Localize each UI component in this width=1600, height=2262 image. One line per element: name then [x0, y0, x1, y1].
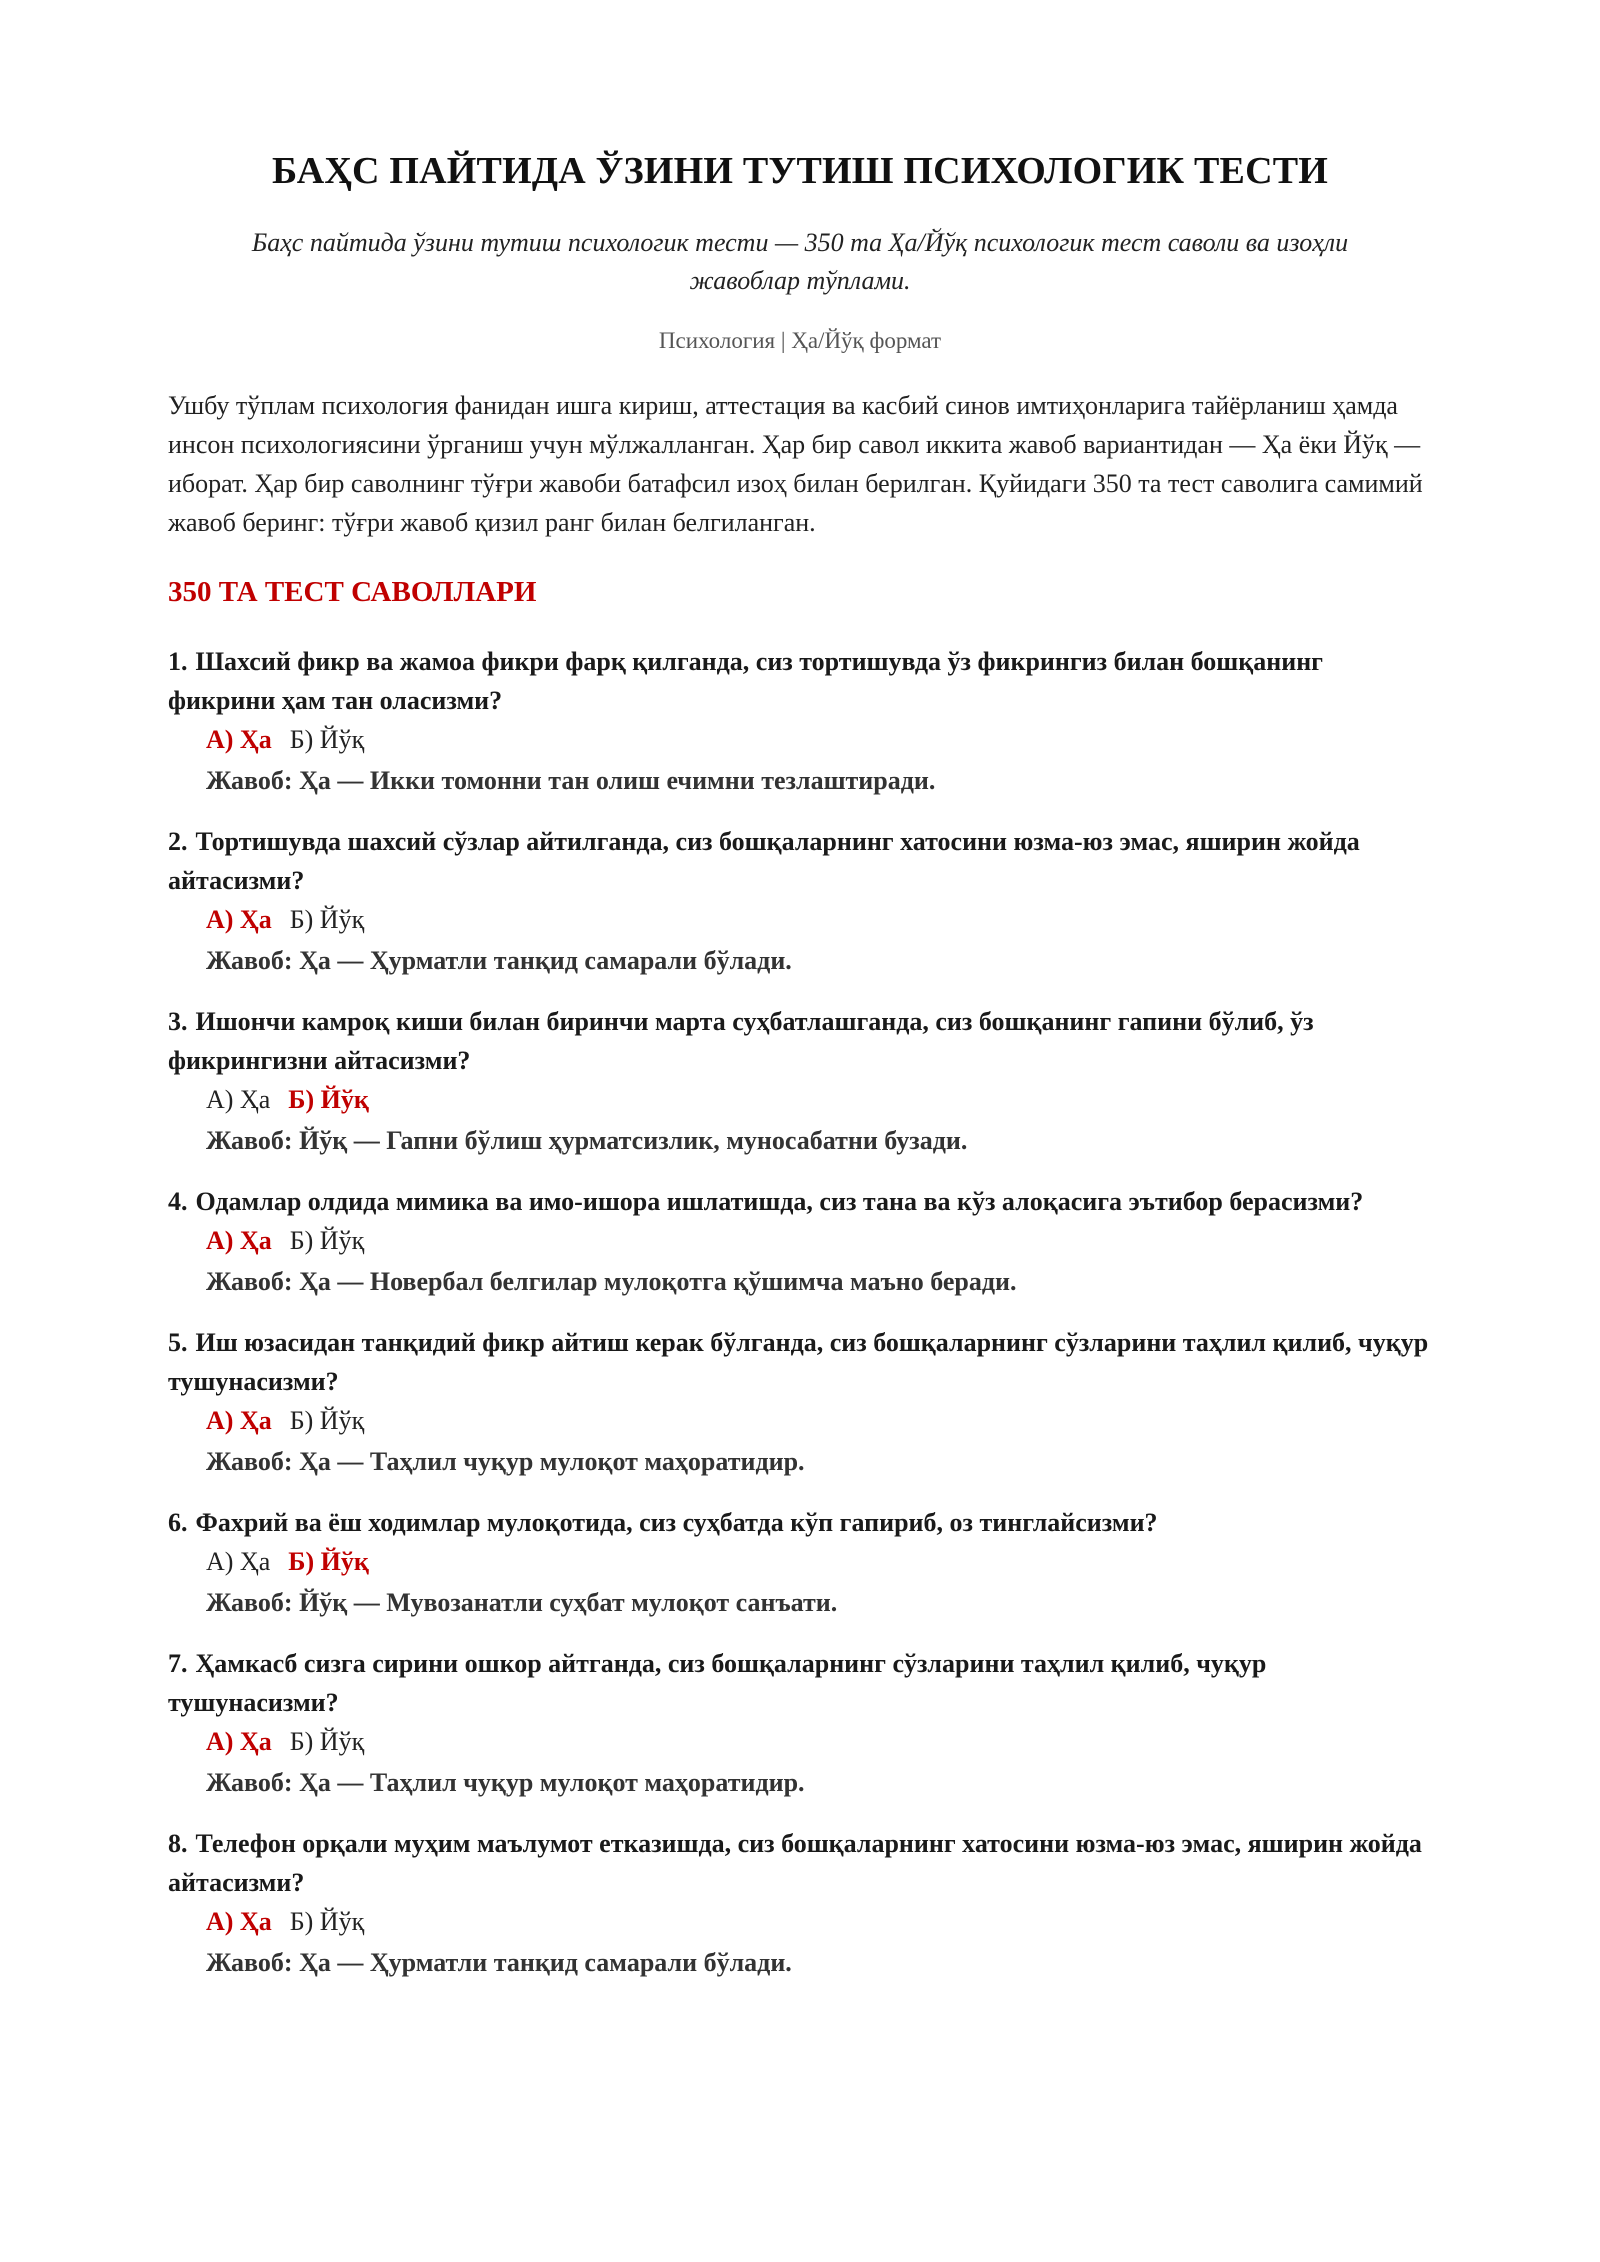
option-b: Б) Йўқ: [289, 1727, 365, 1756]
question-text: [168, 1182, 1432, 1221]
answer-explanation: Жавоб: Ҳа — Таҳлил чуқур мулоқот маҳоратидир.: [206, 1768, 805, 1797]
question-body: Телефон орқали муҳим маълумот етказишда, сиз бошқаларнинг хатосини юзма-юз эмас, яширин жойда айтасизми?: [168, 1829, 1422, 1897]
answer-options: [206, 900, 1432, 940]
answer-options: [206, 1542, 1432, 1582]
option-a: А) Ҳа: [206, 1727, 272, 1756]
question-item: [168, 1323, 1432, 1482]
answer-options: [206, 1221, 1432, 1261]
question-body: Иш юзасидан танқидий фикр айтиш керак бўлганда, сиз бошқаларнинг сўзларини таҳлил қилиб, чуқур тушунасизми?: [168, 1328, 1429, 1396]
option-b: Б) Йўқ: [289, 1406, 365, 1435]
question-number: 8.: [168, 1829, 188, 1858]
question-body: Одамлар олдида мимика ва имо-ишора ишлатишда, сиз тана ва кўз алоқасига эътибор берасизми?: [195, 1187, 1364, 1216]
option-a: А) Ҳа: [206, 725, 272, 754]
option-a: А) Ҳа: [206, 1085, 271, 1114]
question-item: [168, 1182, 1432, 1302]
question-text: [168, 1824, 1432, 1902]
question-body: Ишончи камроқ киши билан биринчи марта суҳбатлашганда, сиз бошқанинг гапини бўлиб, ўз фикрингизни айтасизми?: [168, 1007, 1314, 1075]
document-subtitle: Баҳс пайтида ўзини тутиш психологик тести — 350 та Ҳа/Йўқ психологик тест саволи ва изоҳли жавоблар тўплами.: [251, 228, 1349, 295]
question-item: [168, 1002, 1432, 1161]
option-b: Б) Йўқ: [289, 1907, 365, 1936]
question-number: 4.: [168, 1187, 188, 1216]
question-list: [168, 642, 1432, 1983]
question-text: [168, 1503, 1432, 1542]
answer-options: [206, 1902, 1432, 1942]
question-number: 2.: [168, 827, 188, 856]
option-b: Б) Йўқ: [289, 725, 365, 754]
answer-explanation: Жавоб: Ҳа — Ҳурматли танқид самарали бўлади.: [206, 1948, 792, 1977]
document-meta: Психология | Ҳа/Йўқ формат: [658, 328, 942, 353]
question-body: Тортишувда шахсий сўзлар айтилганда, сиз бошқаларнинг хатосини юзма-юз эмас, яширин жойда айтасизми?: [168, 827, 1360, 895]
question-text: [168, 1323, 1432, 1401]
answer-options: [206, 1080, 1432, 1120]
question-number: 1.: [168, 647, 188, 676]
intro-paragraph: Ушбу тўплам психология фанидан ишга кириш, аттестация ва касбий синов имтиҳонларига тайёрланиш ҳамда инсон психологиясини ўрганиш учун мўлжалланган. Ҳар бир савол иккита жавоб вариантидан — Ҳа ёки Йўқ — иборат. Ҳар бир саволнинг тўғри жавоби батафсил изоҳ билан берилган. Қуйидаги 350 та тест саволига самимий жавоб беринг: тўғри жавоб қизил ранг билан белгиланган.: [168, 391, 1423, 537]
option-a: А) Ҳа: [206, 1907, 272, 1936]
question-number: 3.: [168, 1007, 188, 1036]
answer-explanation: Жавоб: Йўқ — Мувозанатли суҳбат мулоқот санъати.: [206, 1588, 838, 1617]
question-text: [168, 1644, 1432, 1722]
option-b: Б) Йўқ: [288, 1547, 369, 1576]
question-item: [168, 1503, 1432, 1623]
answer-explanation: Жавоб: Ҳа — Таҳлил чуқур мулоқот маҳоратидир.: [206, 1447, 805, 1476]
answer-explanation: Жавоб: Ҳа — Икки томонни тан олиш ечимни тезлаштиради.: [206, 766, 936, 795]
answer-explanation: Жавоб: Ҳа — Ҳурматли танқид самарали бўлади.: [206, 946, 792, 975]
document-title: БАҲС ПАЙТИДА ЎЗИНИ ТУТИШ ПСИХОЛОГИК ТЕСТИ: [271, 150, 1329, 192]
answer-options: [206, 1722, 1432, 1762]
question-text: [168, 642, 1432, 720]
answer-explanation: Жавоб: Йўқ — Гапни бўлиш ҳурматсизлик, муносабатни бузади.: [206, 1126, 968, 1155]
answer-explanation: Жавоб: Ҳа — Новербал белгилар мулоқотга қўшимча маъно беради.: [206, 1267, 1017, 1296]
option-a: А) Ҳа: [206, 905, 272, 934]
question-body: Ҳамкасб сизга сирини ошкор айтганда, сиз бошқаларнинг сўзларини таҳлил қилиб, чуқур тушунасизми?: [168, 1649, 1267, 1717]
question-number: 6.: [168, 1508, 188, 1537]
question-item: [168, 642, 1432, 801]
option-b: Б) Йўқ: [288, 1085, 369, 1114]
option-b: Б) Йўқ: [289, 905, 365, 934]
option-a: А) Ҳа: [206, 1226, 272, 1255]
question-number: 5.: [168, 1328, 188, 1357]
question-item: [168, 1644, 1432, 1803]
option-a: А) Ҳа: [206, 1406, 272, 1435]
option-b: Б) Йўқ: [289, 1226, 365, 1255]
section-heading: 350 ТА ТЕСТ САВОЛЛАРИ: [168, 576, 537, 608]
question-item: [168, 1824, 1432, 1983]
answer-options: [206, 720, 1432, 760]
option-a: А) Ҳа: [206, 1547, 271, 1576]
question-text: [168, 822, 1432, 900]
question-body: Фахрий ва ёш ходимлар мулоқотида, сиз суҳбатда кўп гапириб, оз тинглайсизми?: [195, 1508, 1158, 1537]
question-text: [168, 1002, 1432, 1080]
answer-options: [206, 1401, 1432, 1441]
question-item: [168, 822, 1432, 981]
question-number: 7.: [168, 1649, 188, 1678]
question-body: Шахсий фикр ва жамоа фикри фарқ қилганда, сиз тортишувда ўз фикрингиз билан бошқанинг фикрини ҳам тан оласизми?: [168, 647, 1323, 715]
